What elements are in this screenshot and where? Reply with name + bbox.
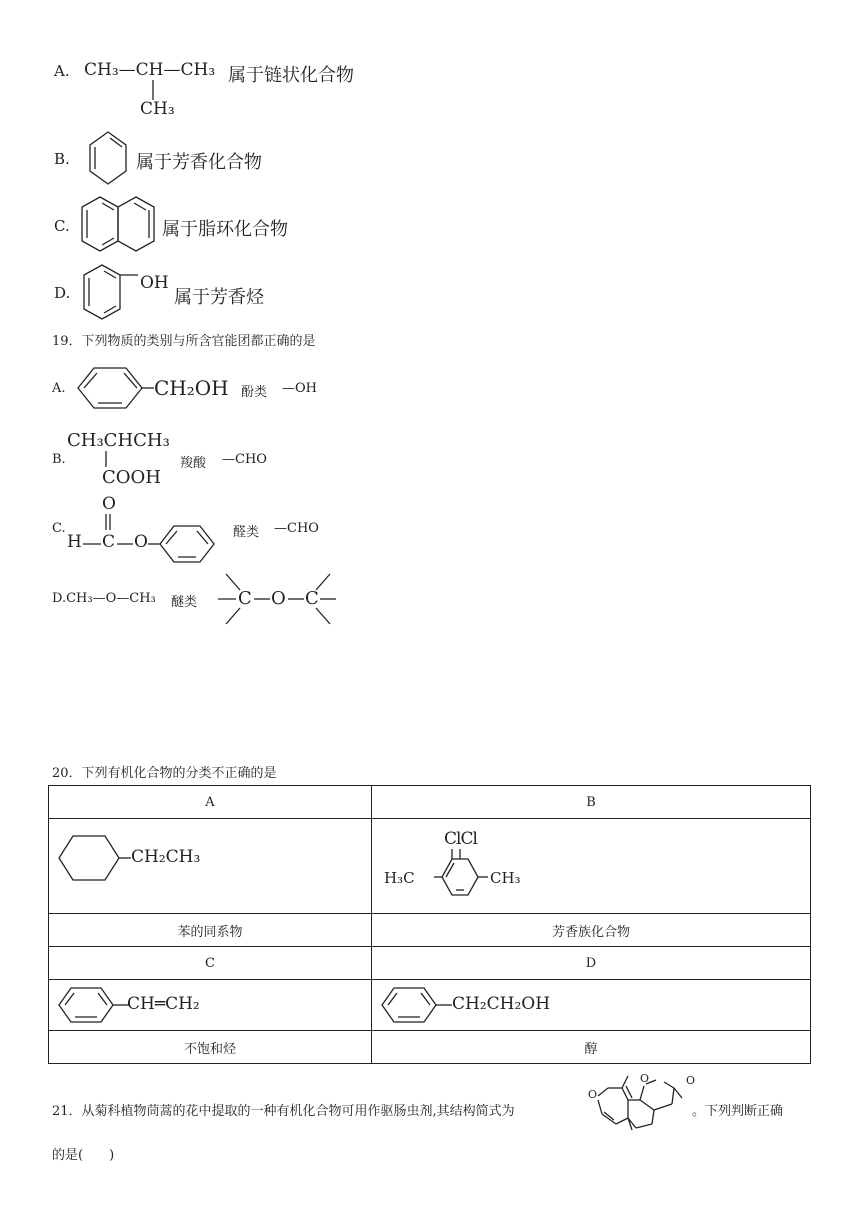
- question-19-stem: 19．下列物质的类别与所含官能团都正确的是: [52, 334, 316, 349]
- benzene-ring-icon: [148, 524, 220, 564]
- question-21-stem-part2: 。下列判断正确: [692, 1104, 784, 1119]
- cyclohexadiene-icon: [88, 131, 128, 185]
- ester-oxygen: O: [134, 532, 148, 552]
- substituent-group: CH₂OH: [154, 376, 229, 400]
- chlorine-atoms: ClCl: [444, 829, 477, 849]
- compound-class: 醛类: [233, 525, 260, 540]
- structure-cell-c: [49, 980, 372, 1031]
- option-label: A.: [54, 62, 70, 80]
- class-label-a: 苯的同系物: [49, 914, 372, 947]
- structure-cell-b: [372, 819, 811, 914]
- bond: [117, 543, 133, 545]
- column-header-d: D: [372, 947, 811, 980]
- santonin-structure-icon: [584, 1074, 684, 1134]
- class-label-d: 醇: [372, 1031, 811, 1064]
- functional-group: —CHO: [222, 452, 267, 467]
- option-text: 属于脂环化合物: [162, 219, 288, 240]
- classification-table: [48, 785, 811, 1064]
- cyclohexane-icon: [57, 833, 131, 883]
- compound-class: 羧酸: [180, 456, 207, 471]
- column-header-c: C: [49, 947, 372, 980]
- carbon-atom: C: [238, 588, 252, 609]
- option-text: 属于链状化合物: [228, 65, 354, 86]
- option-text: 属于芳香化合物: [136, 152, 262, 173]
- methyl-right: CH₃: [490, 869, 521, 887]
- functional-group: —OH: [282, 381, 317, 396]
- bond: [83, 543, 101, 545]
- hydroxyethyl-group: CH₂CH₂OH: [452, 994, 551, 1014]
- vinyl-group: CH═CH₂: [127, 994, 200, 1014]
- column-header-b: B: [372, 786, 811, 819]
- carbon-atom: C: [102, 532, 116, 552]
- branch-bond: [105, 451, 107, 467]
- option-label: B.: [52, 452, 66, 467]
- double-bond: [104, 514, 112, 530]
- hydrogen-atom: H: [67, 532, 82, 552]
- option-text: 属于芳香烃: [174, 287, 264, 308]
- methyl-left: H₃C: [384, 869, 415, 887]
- isobutane-branch: CH₃: [140, 99, 175, 119]
- class-label-b: 芳香族化合物: [372, 914, 811, 947]
- ethyl-group: CH₂CH₃: [131, 847, 201, 867]
- option-label: A.: [52, 381, 66, 396]
- phenol-icon: [82, 264, 142, 320]
- option-label: D.: [54, 284, 71, 302]
- structure-cell-a: [49, 819, 372, 914]
- benzene-ring-icon: [57, 986, 131, 1024]
- compound-class: 酚类: [241, 385, 268, 400]
- naphthalene-icon: [80, 196, 160, 252]
- carbonyl-oxygen: O: [686, 1074, 696, 1087]
- class-label-c: 不饱和烃: [49, 1031, 372, 1064]
- option-label: D.CH₃—O—CH₃: [52, 591, 156, 606]
- lactone-oxygen: O: [640, 1072, 650, 1085]
- isobutyric-main-chain: CH₃CHCH₃: [67, 430, 170, 451]
- hydroxyl-group: OH: [140, 273, 169, 293]
- column-header-a: A: [49, 786, 372, 819]
- carboxyl-branch: COOH: [102, 467, 161, 488]
- ketone-oxygen: O: [588, 1088, 598, 1101]
- benzene-ring-icon: [380, 986, 454, 1024]
- question-21-stem-part1: 21．从菊科植物茼蒿的花中提取的一种有机化合物可用作驱肠虫剂,其结构简式为: [52, 1104, 515, 1119]
- carbon-atom: C: [305, 588, 319, 609]
- structure-cell-d: [372, 980, 811, 1031]
- branch-bond: [152, 80, 154, 100]
- question-20-stem: 20．下列有机化合物的分类不正确的是: [52, 766, 277, 781]
- question-21-stem-part3: 的是( ): [52, 1148, 115, 1163]
- functional-group: —CHO: [274, 521, 319, 536]
- option-label: C.: [54, 217, 70, 235]
- carbonyl-oxygen: O: [102, 494, 116, 514]
- option-label: C.: [52, 521, 66, 536]
- option-label: B.: [54, 150, 70, 168]
- isobutane-main-chain: CH₃—CH—CH₃: [84, 60, 216, 80]
- oxygen-atom: O: [271, 588, 286, 609]
- benzene-ring-icon: [64, 366, 156, 410]
- compound-class: 醚类: [171, 595, 198, 610]
